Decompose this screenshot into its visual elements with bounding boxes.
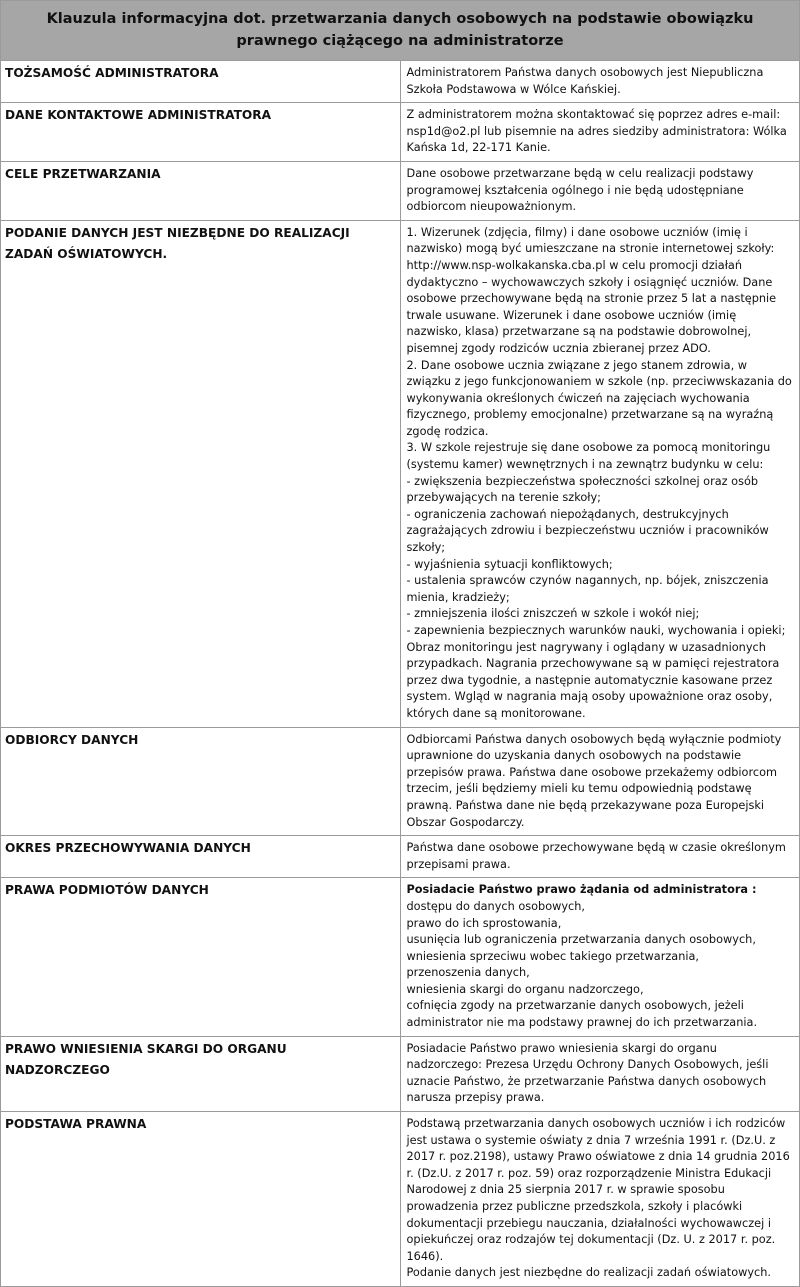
right-item: przenoszenia danych, xyxy=(406,966,530,980)
row-label-kontakt: DANE KONTAKTOWE ADMINISTRATORA xyxy=(1,103,401,162)
monitoring-purpose-item: - ustalenia sprawców czynów nagannych, np. bójek, zniszczenia mienia, kradzieży; xyxy=(406,574,769,604)
right-item: wniesienia skargi do organu nadzorczego, xyxy=(406,982,644,996)
table-row xyxy=(1,1036,800,1111)
table-row xyxy=(1,161,800,220)
table-row xyxy=(1,103,800,162)
row-value-cele: Dane osobowe przetwarzane będą w celu realizacji podstawy programowej kształcenia ogólnego i nie będą udostępniane odbiorcom nieupoważnionym. xyxy=(400,161,800,220)
table-row xyxy=(1,878,800,1036)
row-value-okres: Państwa dane osobowe przechowywane będą w czasie określonym przepisami prawa. xyxy=(400,836,800,878)
row-label-skarga: PRAWO WNIESIENIA SKARGI DO ORGANU NADZORCZEGO xyxy=(1,1036,401,1111)
row-value-podanie xyxy=(400,220,800,727)
row-label-podstawa: PODSTAWA PRAWNA xyxy=(1,1112,401,1287)
table-row xyxy=(1,61,800,103)
podstawa-text: Podstawą przetwarzania danych osobowych uczniów i ich rodziców jest ustawa o systemie oświaty z dnia 7 września 1991 r. (Dz.U. z 2017 r. poz.2198), ustawy Prawo oświatowe z dnia 14 grudnia 2016 r. (Dz.U. z 2017 r. poz. 59) oraz rozporządzenie Ministra Edukacji Narodowej z dnia 25 sierpnia 2017 r. w sprawie sposobu prowadzenia przez publiczne przedszkola, szkoły i placówki dokumentacji przebiegu nauczania, działalności wychowawczej i opiekuńczej oraz rodzajów tej dokumentacji (Dz. U. z 2017 r. poz. 1646). xyxy=(406,1117,790,1263)
row-value-tozsamosc: Administratorem Państwa danych osobowych jest Niepubliczna Szkoła Podstawowa w Wólce Kańskiej. xyxy=(400,61,800,103)
row-label-podanie: PODANIE DANYCH JEST NIEZBĘDNE DO REALIZACJI ZADAŃ OŚWIATOWYCH. xyxy=(1,220,401,727)
podanie-paragraph-1: 1. Wizerunek (zdjęcia, filmy) i dane osobowe uczniów (imię i nazwisko) mogą być umieszczane na stronie internetowej szkoły: http://www.nsp-wolkakanska.cba.pl w celu promocji działań dydaktyczno – wychowawczych szkoły i osiągnięć uczniów. Dane osobowe przechowywane będą na stronie przez 5 lat a następnie trwale usuwane. Wizerunek i dane osobowe uczniów (imię nazwisko, klasa) przetwarzane są na podstawie dobrowolnej, pisemnej zgody rodziców ucznia zbieranej przez ADO. xyxy=(406,225,777,355)
podstawa-text-2: Podanie danych jest niezbędne do realizacji zadań oświatowych. xyxy=(406,1266,771,1280)
table-row xyxy=(1,727,800,836)
podanie-paragraph-4: Obraz monitoringu jest nagrywany i oglądany w uzasadnionych przypadkach. Nagrania przechowywane są w pamięci rejestratora przez dwa tygodnie, a następnie automatycznie kasowane przez system. Wgląd w nagrania mają osoby upoważnione oraz osoby, których dane są monitorowane. xyxy=(406,640,780,720)
right-item: prawo do ich sprostowania, xyxy=(406,916,562,930)
row-label-odbiorcy: ODBIORCY DANYCH xyxy=(1,727,401,836)
row-value-prawa xyxy=(400,878,800,1036)
row-label-tozsamosc: TOŻSAMOŚĆ ADMINISTRATORA xyxy=(1,61,401,103)
table-header-row xyxy=(1,1,800,61)
table-row xyxy=(1,1112,800,1287)
table-row xyxy=(1,220,800,727)
podanie-paragraph-3: 3. W szkole rejestruje się dane osobowe za pomocą monitoringu (systemu kamer) wewnętrznych i na zewnątrz budynku w celu: xyxy=(406,441,771,472)
table-row xyxy=(1,836,800,878)
document-title: Klauzula informacyjna dot. przetwarzania danych osobowych na podstawie obowiązku prawnego ciążącego na administratorze xyxy=(1,1,800,61)
right-item: wniesienia sprzeciwu wobec takiego przetwarzania, xyxy=(406,949,700,963)
row-value-odbiorcy: Odbiorcami Państwa danych osobowych będą wyłącznie podmioty uprawnione do uzyskania danych osobowych na podstawie przepisów prawa. Państwa dane osobowe przekażemy odbiorcom trzecim, jeśli będziemy mieli ku temu odpowiednią podstawę prawną. Państwa dane nie będą przekazywane poza Europejski Obszar Gospodarczy. xyxy=(400,727,800,836)
row-label-cele: CELE PRZETWARZANIA xyxy=(1,161,401,220)
row-value-skarga: Posiadacie Państwo prawo wniesienia skargi do organu nadzorczego: Prezesa Urzędu Ochrony Danych Osobowych, jeśli uznacie Państwo, że przetwarzanie Państwa danych osobowych narusza przepisy prawa. xyxy=(400,1036,800,1111)
monitoring-purpose-item: - zapewnienia bezpiecznych warunków nauki, wychowania i opieki; xyxy=(406,624,786,637)
right-item: cofnięcia zgody na przetwarzanie danych osobowych, jeżeli administrator nie ma podstawy prawnej do ich przetwarzania. xyxy=(406,999,758,1030)
right-item: dostępu do danych osobowych, xyxy=(406,899,586,913)
row-value-podstawa xyxy=(400,1112,800,1287)
row-value-kontakt: Z administratorem można skontaktować się poprzez adres e-mail: nsp1d@o2.pl lub pisemnie na adres siedziby administratora: Wólka Kańska 1d, 22-171 Kanie. xyxy=(400,103,800,162)
monitoring-purpose-item: - zwiększenia bezpieczeństwa społeczności szkolnej oraz osób przebywających na terenie szkoły; xyxy=(406,474,759,505)
row-label-okres: OKRES PRZECHOWYWANIA DANYCH xyxy=(1,836,401,878)
prawa-intro: Posiadacie Państwo prawo żądania od administratora : xyxy=(406,883,757,897)
row-label-prawa: PRAWA PODMIOTÓW DANYCH xyxy=(1,878,401,1036)
podanie-paragraph-2: 2. Dane osobowe ucznia związane z jego stanem zdrowia, w związku z jego funkcjonowaniem w szkole (np. przeciwwskazania do wykonywania określonych ćwiczeń na zajęciach wychowania fizycznego, problemy emocjonalne) przetwarzane są na wyraźną zgodę rodzica. xyxy=(406,358,792,438)
monitoring-purpose-item: - ograniczenia zachowań niepożądanych, destrukcyjnych zagrażających zdrowiu i bezpieczeństwu uczniów i pracowników szkoły; xyxy=(406,507,769,555)
monitoring-purpose-item: - zmniejszenia ilości zniszczeń w szkole i wokół niej; xyxy=(406,607,700,621)
monitoring-purpose-item: - wyjaśnienia sytuacji konfliktowych; xyxy=(406,557,613,571)
right-item: usunięcia lub ograniczenia przetwarzania danych osobowych, xyxy=(406,933,756,947)
